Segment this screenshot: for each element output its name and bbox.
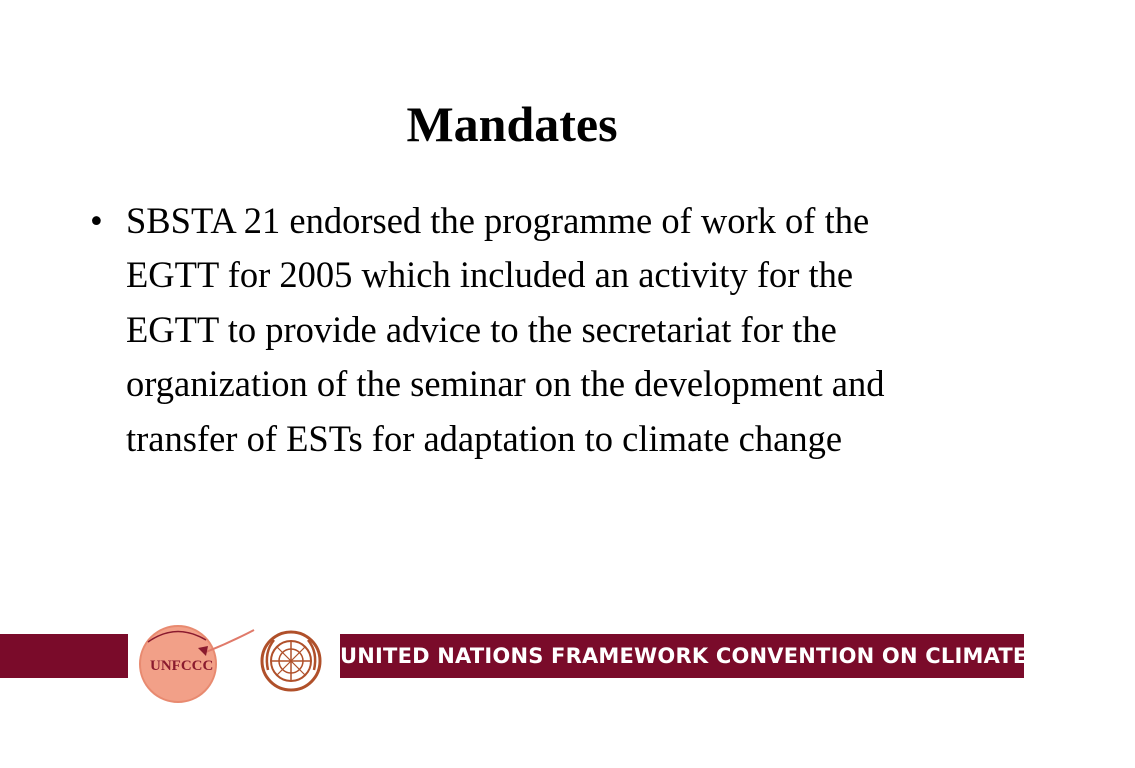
bullet-text: SBSTA 21 endorsed the programme of work of the EGTT for 2005 which included an activity for the EGTT to provide advice to the secretariat for the organization of the seminar on the development and transfer of ESTs for adaptation to climate change [126,200,885,459]
un-emblem-icon [260,630,322,692]
bullet-list [88,194,948,466]
logo-text: UNFCCC [150,658,214,674]
bullet-marker: • [90,200,103,241]
list-item [88,194,948,466]
banner-bar-left [0,634,128,678]
slide-title: Mandates [406,96,618,152]
banner-text: UNITED NATIONS FRAMEWORK CONVENTION ON CLIMATE CHANGE [340,644,1135,668]
unfccc-logo-icon [136,612,256,712]
logo-area [128,612,340,712]
